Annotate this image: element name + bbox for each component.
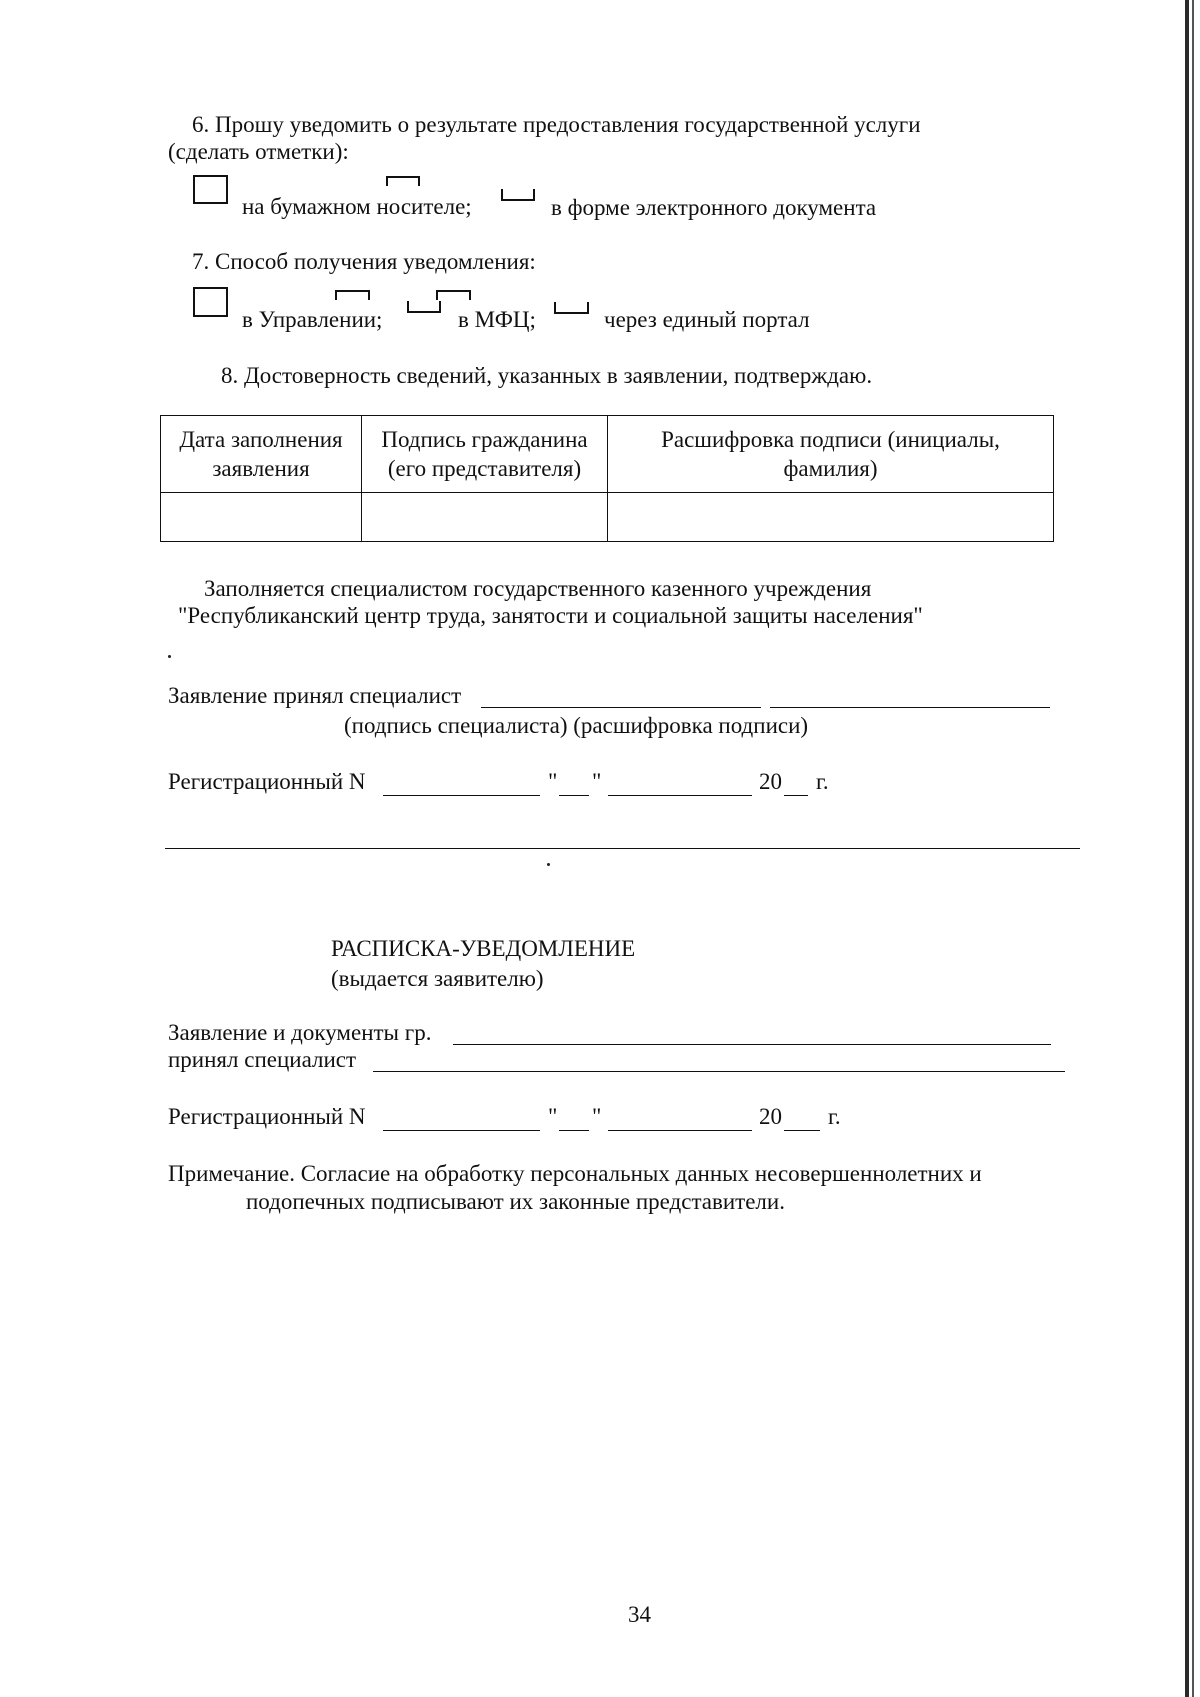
- registration1-year-suffix: г.: [816, 769, 829, 794]
- item6-line2: (сделать отметки):: [168, 139, 349, 164]
- scan-edge-inner: [1192, 0, 1194, 1697]
- scan-speck: [547, 863, 550, 866]
- registration1-label: Регистрационный N: [168, 769, 366, 794]
- cell-decryption[interactable]: [608, 493, 1054, 542]
- registration2-year: 20: [759, 1104, 782, 1129]
- option-mfc-label: в МФЦ;: [458, 307, 536, 332]
- specialist-note-line2: "Республиканский центр труда, занятости и социальной защиты населения": [178, 603, 923, 628]
- note-line1: Примечание. Согласие на обработку персональных данных несовершеннолетних и: [168, 1161, 982, 1186]
- specialist-decryption-field[interactable]: [770, 707, 1050, 708]
- registration1-number-field[interactable]: [383, 795, 540, 796]
- registration1-month-field[interactable]: [608, 795, 752, 796]
- specialist-signature-field[interactable]: [481, 707, 761, 708]
- registration1-quote-open: ": [548, 769, 558, 794]
- registration1-quote-close: ": [592, 769, 602, 794]
- checkbox-office-mark: [335, 290, 370, 300]
- cut-line: [165, 848, 1080, 849]
- registration1-year-field[interactable]: [784, 795, 808, 796]
- registration2-label: Регистрационный N: [168, 1104, 366, 1129]
- page-number: 34: [628, 1602, 651, 1627]
- acceptance-caption: (подпись специалиста) (расшифровка подписи): [344, 713, 809, 738]
- acceptance-label: Заявление принял специалист: [168, 683, 462, 708]
- checkbox-electronic[interactable]: [501, 189, 535, 201]
- option-paper-label: на бумажном носителе;: [242, 194, 472, 219]
- applicant-name-field[interactable]: [453, 1044, 1051, 1045]
- header-date: [161, 416, 362, 493]
- cell-signature[interactable]: [362, 493, 608, 542]
- scan-speck: [168, 655, 171, 658]
- scan-edge: [1185, 0, 1189, 1697]
- header-signature-line2: (его представителя): [387, 456, 582, 481]
- checkbox-paper[interactable]: [193, 175, 228, 204]
- header-decryption-line1: Расшифровка подписи (инициалы,: [661, 427, 1000, 452]
- checkbox-paper-mark: [386, 176, 420, 186]
- specialist-note-line1: Заполняется специалистом государственного казенного учреждения: [204, 576, 872, 601]
- header-date-line2: заявления: [212, 456, 310, 481]
- registration2-day-field[interactable]: [559, 1130, 589, 1131]
- checkbox-mfc-mark: [436, 290, 471, 300]
- registration2-year-field[interactable]: [784, 1130, 820, 1131]
- header-signature-line1: Подпись гражданина: [381, 427, 588, 452]
- checkbox-office[interactable]: [193, 287, 228, 317]
- item8-text: 8. Достоверность сведений, указанных в заявлении, подтверждаю.: [221, 363, 873, 388]
- receipt-docs-label: Заявление и документы гр.: [168, 1020, 432, 1045]
- note-line2: подопечных подписывают их законные представители.: [246, 1189, 785, 1214]
- header-decryption: [608, 416, 1054, 493]
- registration1-year: 20: [759, 769, 782, 794]
- receipt-accepted-label: принял специалист: [168, 1047, 357, 1072]
- registration2-month-field[interactable]: [608, 1130, 752, 1131]
- registration2-quote-close: ": [592, 1104, 602, 1129]
- signature-table-header-row: [161, 416, 1054, 493]
- registration2-number-field[interactable]: [383, 1130, 540, 1131]
- header-decryption-line2: фамилия): [783, 456, 878, 481]
- checkbox-mfc[interactable]: [407, 301, 441, 313]
- header-signature: [362, 416, 608, 493]
- item6-line1: 6. Прошу уведомить о результате предоставления государственной услуги: [192, 112, 921, 137]
- header-date-line1: Дата заполнения: [179, 427, 343, 452]
- receipt-subtitle: (выдается заявителю): [331, 966, 544, 991]
- receipt-title: РАСПИСКА-УВЕДОМЛЕНИЕ: [331, 936, 636, 961]
- signature-table-entry-row: [161, 493, 1054, 542]
- item7-title: 7. Способ получения уведомления:: [192, 249, 536, 274]
- option-office-label: в Управлении;: [242, 307, 383, 332]
- cell-date[interactable]: [161, 493, 362, 542]
- registration2-year-suffix: г.: [828, 1104, 841, 1129]
- registration2-quote-open: ": [548, 1104, 558, 1129]
- registration1-day-field[interactable]: [559, 795, 589, 796]
- option-portal-label: через единый портал: [604, 307, 810, 332]
- signature-table: [160, 415, 1054, 542]
- option-electronic-label: в форме электронного документа: [551, 195, 877, 220]
- checkbox-portal[interactable]: [554, 302, 589, 314]
- receipt-specialist-field[interactable]: [373, 1071, 1065, 1072]
